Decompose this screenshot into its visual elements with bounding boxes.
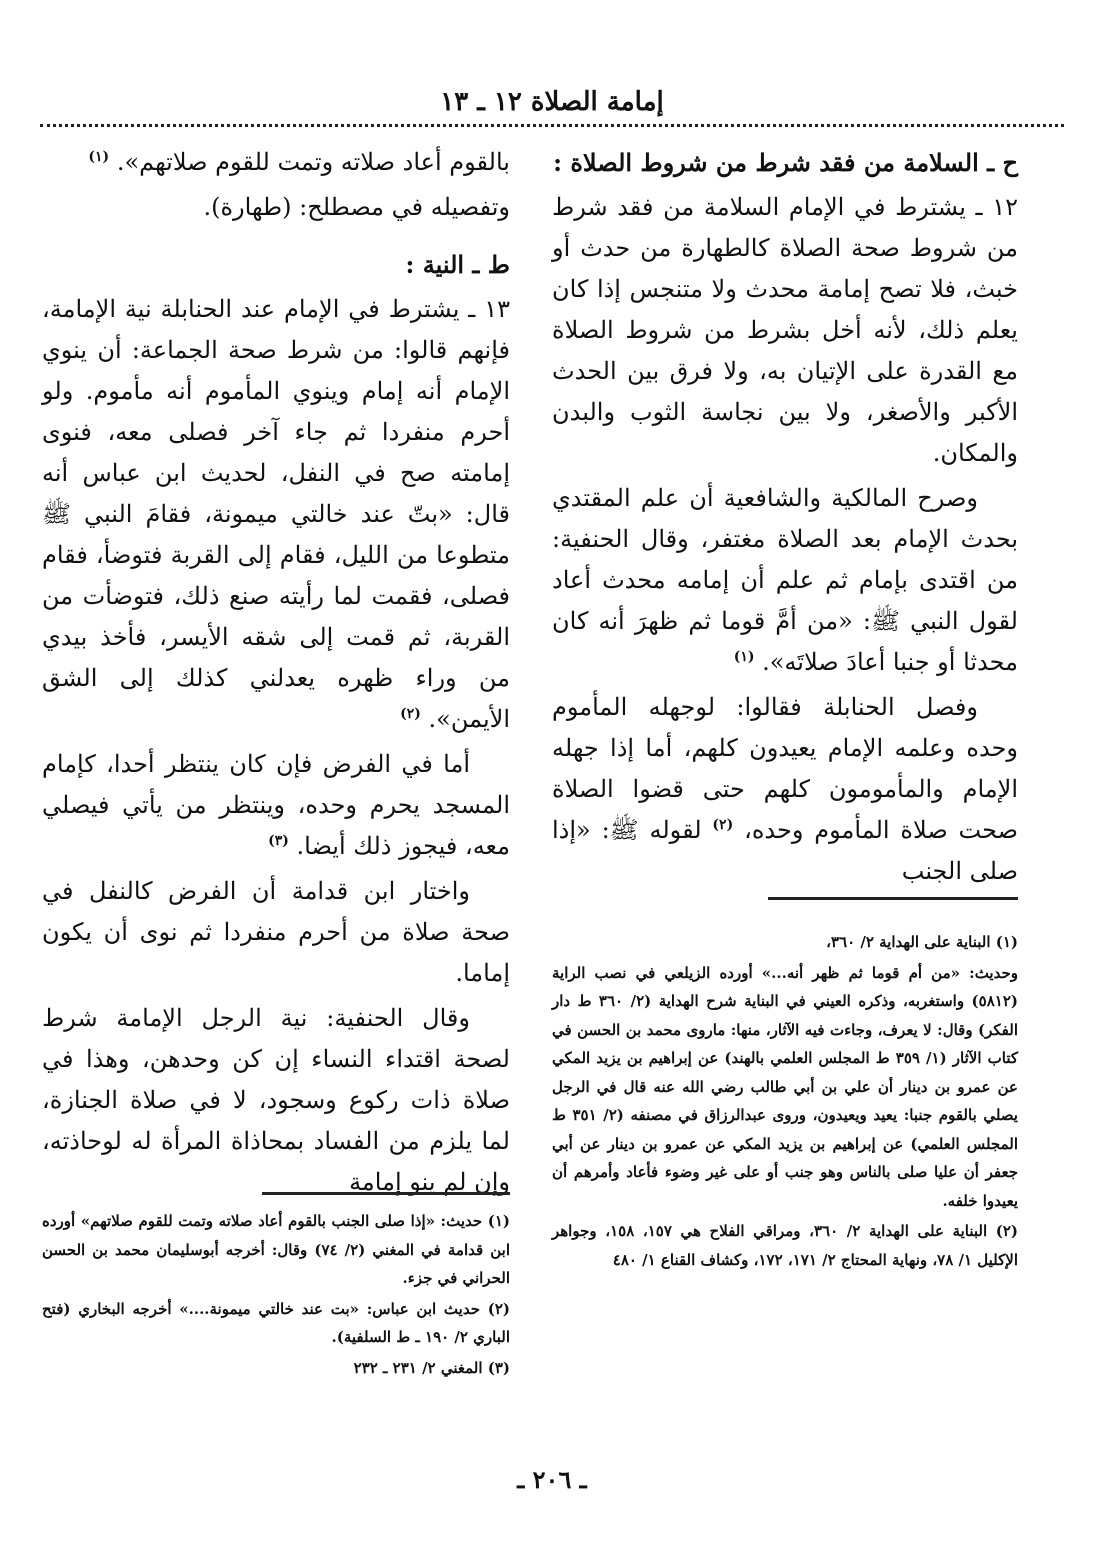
paragraph-text: أما في الفرض فإن كان ينتظر أحدا، كإمام المسجد يحرم وحده، وينتظر من يأتي فيصلي معه، فيجوز ذلك أيضا. — [42, 750, 510, 860]
paragraph-text: وصرح المالكية والشافعية أن علم المقتدي بحدث الإمام بعد الصلاة مغتفر، وقال الحنفية: من اقتدى بإمام ثم علم أن إمامه محدث أعاد لقول النبي ﷺ: «من أمَّ قوما ثم ظهرَ أنه كان محدثا أو جنبا أعادَ صلاتَه». — [552, 484, 1018, 676]
right-column — [552, 142, 1018, 896]
paragraph-ibn-qudama: واختار ابن قدامة أن الفرض كالنفل في صحة صلاة من أحرم منفردا ثم نوى أن يكون إماما. — [42, 877, 510, 987]
footnotes-right — [552, 928, 1018, 1276]
paragraph-text: ١٣ ـ يشترط في الإمام عند الحنابلة نية الإمامة، فإنهم قالوا: من شرط صحة الجماعة: أن ينوي الإمام أنه إمام وينوي المأموم أنه مأموم. ولو أحرم منفردا ثم جاء آخر فصلى معه، فنوى إمامته صح في النفل، لحديث ابن عباس أنه قال: «بتّ عند خالتي ميمونة، فقامَ النبي ﷺ متطوعا من الليل، فقام إلى القربة فتوضأ، فقام فصلى، فقمت لما رأيته صنع ذلك، فتوضأت من القربة، ثم قمت إلى شقه الأيسر، فأخذ بيدي من وراء ظهره يعدلني كذلك إلى الشق الأيمن». — [42, 295, 510, 733]
footnote-ref-3: (٣) — [268, 833, 289, 849]
footnote-divider-right — [768, 897, 1018, 900]
footnote-1: (١) البناية على الهداية ٢/ ٣٦٠، — [826, 933, 1018, 951]
left-column — [42, 142, 510, 1207]
section-heading-t: ط ـ النية : — [405, 250, 510, 279]
footnote-ref-2: (٢) — [712, 817, 734, 833]
footnote-1-continuation: وحديث: «من أم قوما ثم ظهر أنه...» أورده الزيلعي في نصب الراية (٥٨١٢) واستغربه، وذكره العيني في البناية شرح الهداية (٢/ ٣٦٠ ط دار الفكر) وقال: لا يعرف، وجاءت فيه الآثار، منها: ماروى محمد بن الحسن في كتاب الآثار (١/ ٣٥٩ ط المجلس العلمي بالهند) عن إبراهيم بن يزيد المكي عن عمرو بن دينار أن علي بن أبي طالب رضي الله عنه قال في الرجل يصلي بالقوم جنبا: يعيد ويعيدون، وروى عبدالرزاق في مصنفه (٢/ ٣٥١ ط المجلس العلمي) عن إبراهيم بن يزيد المكي عن عمرو بن دينار عن أبي جعفر أن عليا صلى بالناس وهو جنب أو على غير وضوء فأعاد وأمرهم أن يعيدوا خلفه. — [552, 963, 1018, 1210]
footnote-ref-1: (١) — [733, 649, 755, 665]
paragraph-12: ١٢ ـ يشترط في الإمام السلامة من فقد شرط من شروط صحة الصلاة كالطهارة من حدث أو خبث، فلا تصح إمامة محدث ولا متنجس إذا كان يعلم ذلك، لأنه أخل بشرط من شروط الصلاة مع القدرة على الإتيان به، ولا فرق بين الحدث الأكبر والأصغر، ولا بين نجاسة الثوب والبدن والمكان. — [552, 193, 1018, 467]
footnote-2: (٢) حديث ابن عباس: «بت عند خالتي ميمونة....» أخرجه البخاري (فتح الباري ٢/ ١٩٠ ـ ط السلفية). — [42, 1299, 510, 1346]
paragraph-fard — [42, 744, 510, 867]
footnote-divider-left — [262, 1192, 510, 1195]
footnote-1: (١) حديث: «إذا صلى الجنب بالقوم أعاد صلاته وتمت للقوم صلاتهم» أورده ابن قدامة في المغني (٢/ ٧٤) وقال: أخرجه أبوسليمان محمد بن الحسن الحراني في جزء. — [42, 1212, 510, 1287]
footnote-ref-1: (١) — [88, 149, 110, 165]
paragraph-text: بالقوم أعاد صلاته وتمت للقوم صلاتهم». — [116, 148, 510, 176]
running-header: إمامة الصلاة ١٢ ـ ١٣ — [440, 87, 664, 117]
paragraph-hanafi: وقال الحنفية: نية الرجل الإمامة شرط لصحة اقتداء النساء إن كن وحدهن، وهذا في صلاة ذات ركوع وسجود، لا في صلاة الجنازة، لما يلزم من الفساد بمحاذاة المرأة له لوحاذته، وإن لم ينو إمامة — [42, 1004, 510, 1196]
footnote-ref-2: (٢) — [400, 706, 421, 722]
footnotes-left — [42, 1207, 510, 1384]
paragraph-hanbali — [552, 687, 1018, 892]
paragraph-text: لقوله ﷺ: «إذا صلى الجنب — [552, 816, 1018, 885]
paragraph-text: وفصل الحنابلة فقالوا: لوجهله المأموم وحده وعلمه الإمام يعيدون كلهم، أما إذا جهله الإمام والمأمومون كلهم حتى قضوا الصلاة صحت صلاة المأموم وحده، — [552, 693, 1018, 844]
paragraph-13 — [42, 289, 510, 740]
footnote-2: (٢) البناية على الهداية ٢/ ٣٦٠، ومراقي الفلاح هي ١٥٧، ١٥٨، وجواهر الإكليل ١/ ٧٨، ونهاية المحتاج ٢/ ١٧١، ١٧٢، وكشاف القناع ١/ ٤٨٠ — [552, 1222, 1018, 1269]
paragraph-maliki-shafii — [552, 478, 1018, 683]
page-number: ـ ٢٠٦ ـ — [517, 1465, 587, 1494]
paragraph-continuation — [42, 142, 510, 183]
section-heading-h: ح ـ السلامة من فقد شرط من شروط الصلاة : — [553, 148, 1018, 177]
paragraph-see-term: وتفصيله في مصطلح: (طهارة). — [203, 193, 510, 221]
header-dotted-divider — [40, 124, 1064, 127]
footnote-3: (٣) المغني ٢/ ٢٣١ ـ ٢٣٢ — [353, 1358, 510, 1377]
